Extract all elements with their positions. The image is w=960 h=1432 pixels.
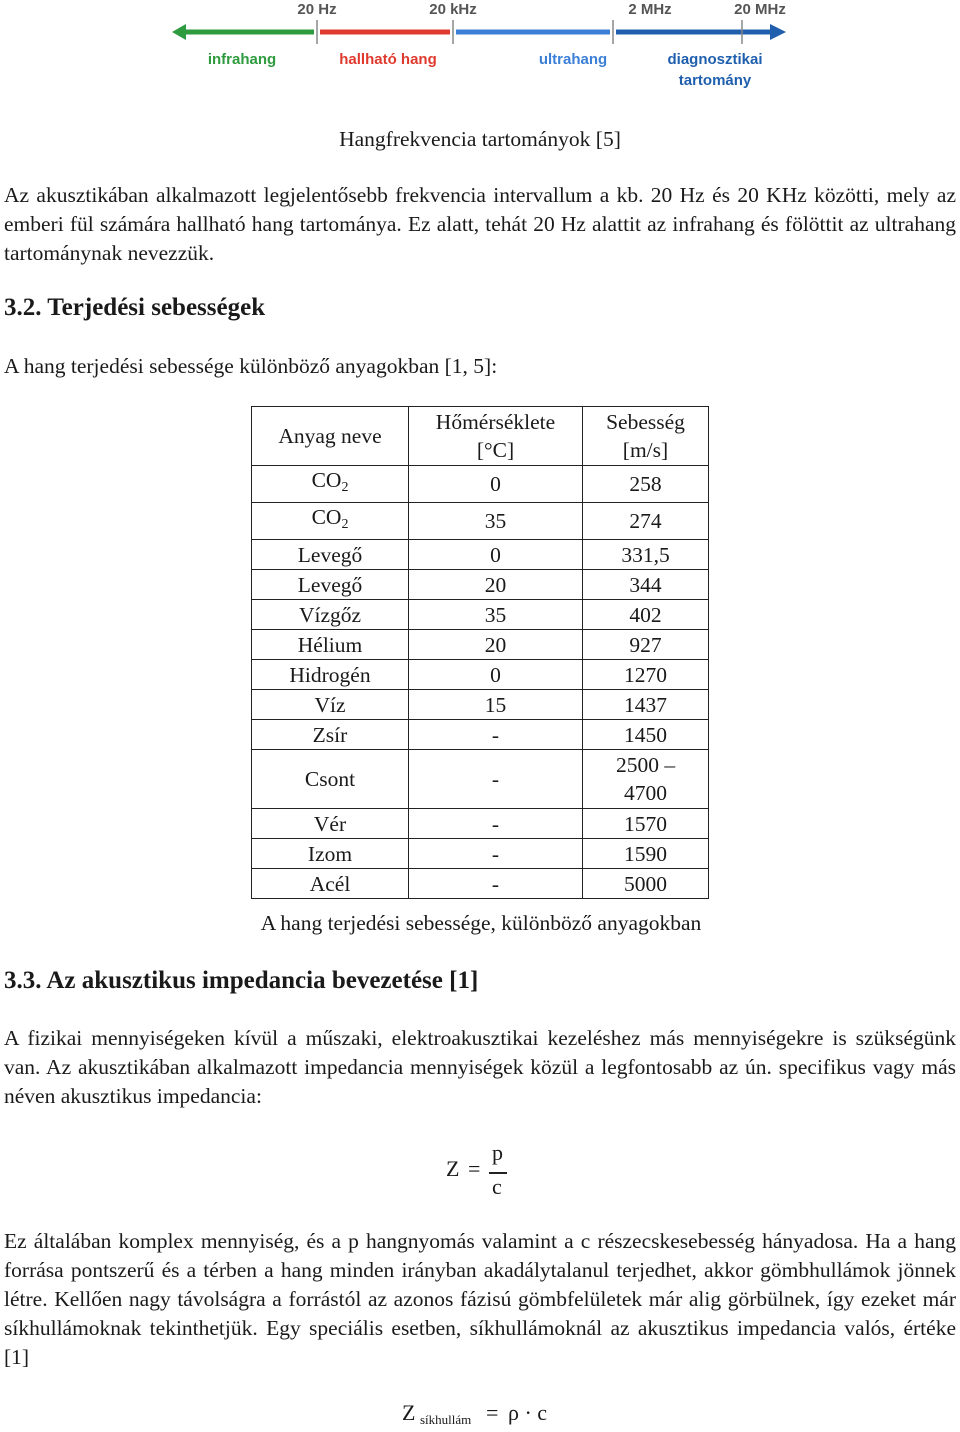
cell-material: Hélium (252, 630, 409, 660)
cell-speed: 344 (583, 570, 709, 600)
cell-material (252, 466, 409, 503)
paragraph-impedance-intro: A fizikai mennyiségeken kívül a műszaki, elektroakusztikai kezeléshez más mennyiségekre is szükségünk van. Az akusztikában alkalmazott impedancia mennyiségek közül a legfontosabb az ún. specifikus vagy más néven akusztikus impedancia: (4, 1026, 956, 1108)
paragraph-intro: Az akusztikában alkalmazott legjelentősebb frekvencia intervallum a kb. 20 Hz és 20 KHz közötti, mely az emberi fül számára hallható hang tartománya. Ez alatt, tehát 20 Hz alattit az infrahang és fölöttit az ultrahang tartománynak nevezzük. (4, 183, 956, 265)
formula2-lhs: Z (402, 1400, 416, 1425)
formula1-equals: = (468, 1156, 481, 1181)
cell-material: Zsír (252, 720, 409, 750)
speed-range-line1: 2500 – (615, 753, 676, 777)
cell-temperature: 20 (409, 630, 583, 660)
diagram-caption: Hangfrekvencia tartományok [5] (339, 127, 621, 151)
cell-speed: 331,5 (583, 540, 709, 570)
paragraph-speed-intro: A hang terjedési sebessége különböző anyagokban [1, 5]: (4, 354, 498, 378)
cell-temperature: 20 (409, 570, 583, 600)
table-row (252, 630, 709, 660)
cell-material: Vér (252, 809, 409, 839)
header-speed (583, 407, 709, 466)
header-material-label: Anyag neve (278, 424, 382, 448)
range-label-diagnostic-2: tartomány (678, 72, 752, 89)
table-row (252, 750, 709, 809)
cell-speed: 1437 (583, 690, 709, 720)
table-row (252, 540, 709, 570)
header-material (252, 407, 409, 466)
cell-temperature: 0 (409, 466, 583, 503)
cell-temperature: 0 (409, 660, 583, 690)
table-row (252, 690, 709, 720)
material-name: CO (311, 505, 342, 529)
freq-label-2mhz: 2 MHz (628, 1, 672, 18)
table-row (252, 600, 709, 630)
cell-temperature: - (409, 839, 583, 869)
formula-specific-impedance (446, 1142, 516, 1208)
freq-label-20khz: 20 kHz (429, 1, 477, 18)
infra-arrow-head (172, 24, 186, 40)
paragraph-impedance-explanation: Ez általában komplex mennyiség, és a p hangnyomás valamint a c részecskesebesség hányadosa. Ha a hang forrása pontszerű és a térben a hang minden irányban akadálytalanul terjedhet, akkor gömbhullámok jönnek létre. Kellően nagy távolságra a forrástól az azonos fázisú gömbfelületek már alig görbülnek, így ezeket már síkhullámoknak tekinthetjük. Egy speciális esetben, síkhullámoknál az akusztikus impedancia valós, értéke [1] (4, 1229, 956, 1369)
table-row (252, 660, 709, 690)
material-subscript: 2 (341, 517, 349, 532)
table-row (252, 839, 709, 869)
cell-speed: 402 (583, 600, 709, 630)
cell-material: Hidrogén (252, 660, 409, 690)
cell-temperature: - (409, 869, 583, 899)
table-row (252, 809, 709, 839)
cell-temperature: 35 (409, 503, 583, 540)
table-caption: A hang terjedési sebessége, különböző anyagokban (260, 911, 702, 935)
cell-speed: 927 (583, 630, 709, 660)
cell-material: Levegő (252, 540, 409, 570)
cell-speed: 1570 (583, 809, 709, 839)
range-label-infra: infrahang (207, 51, 277, 68)
material-subscript: 2 (341, 480, 349, 495)
cell-temperature: - (409, 809, 583, 839)
freq-label-20hz: 20 Hz (297, 1, 337, 18)
formula2-equals: = (486, 1400, 499, 1425)
header-speed-line2: [m/s] (622, 438, 669, 462)
material-name: CO (311, 468, 342, 492)
cell-speed: 274 (583, 503, 709, 540)
formula1-denominator: c (492, 1174, 502, 1199)
section-heading-3-3: 3.3. Az akusztikus impedancia bevezetése [1] (4, 967, 479, 994)
cell-temperature: - (409, 750, 583, 809)
formula2-rhs: ρ · c (508, 1400, 548, 1425)
formula-plane-wave-impedance (402, 1400, 562, 1430)
speed-table (251, 406, 709, 899)
frequency-range-diagram (170, 0, 800, 92)
cell-speed: 5000 (583, 869, 709, 899)
header-temperature-line1: Hőmérséklete (435, 410, 556, 434)
cell-material: Levegő (252, 570, 409, 600)
table-row (252, 869, 709, 899)
table-row (252, 503, 709, 540)
range-label-audible: hallható hang (339, 51, 437, 68)
table-header-row (252, 407, 709, 466)
table-row (252, 466, 709, 503)
speed-range-line2: 4700 (624, 781, 667, 805)
freq-label-20mhz: 20 MHz (734, 1, 786, 18)
cell-speed: 258 (583, 466, 709, 503)
cell-temperature: 15 (409, 690, 583, 720)
diag-arrow-head (770, 24, 786, 40)
formula1-lhs: Z (446, 1156, 460, 1181)
cell-temperature: - (409, 720, 583, 750)
cell-temperature: 0 (409, 540, 583, 570)
cell-material: Vízgőz (252, 600, 409, 630)
range-label-diagnostic-1: diagnosztikai (667, 51, 763, 68)
cell-material (252, 503, 409, 540)
header-temperature-line2: [°C] (476, 438, 515, 462)
cell-material: Víz (252, 690, 409, 720)
cell-speed: 1590 (583, 839, 709, 869)
cell-speed (583, 750, 709, 809)
formula2-subscript: síkhullám (420, 1412, 472, 1427)
table-row (252, 570, 709, 600)
cell-temperature: 35 (409, 600, 583, 630)
header-temperature (409, 407, 583, 466)
cell-speed: 1450 (583, 720, 709, 750)
cell-material: Csont (252, 750, 409, 809)
table-row (252, 720, 709, 750)
formula1-numerator: p (492, 1140, 503, 1165)
cell-speed: 1270 (583, 660, 709, 690)
cell-material: Izom (252, 839, 409, 869)
section-heading-3-2: 3.2. Terjedési sebességek (4, 294, 266, 321)
range-label-ultra: ultrahang (538, 51, 608, 68)
cell-material: Acél (252, 869, 409, 899)
header-speed-line1: Sebesség (606, 410, 685, 434)
